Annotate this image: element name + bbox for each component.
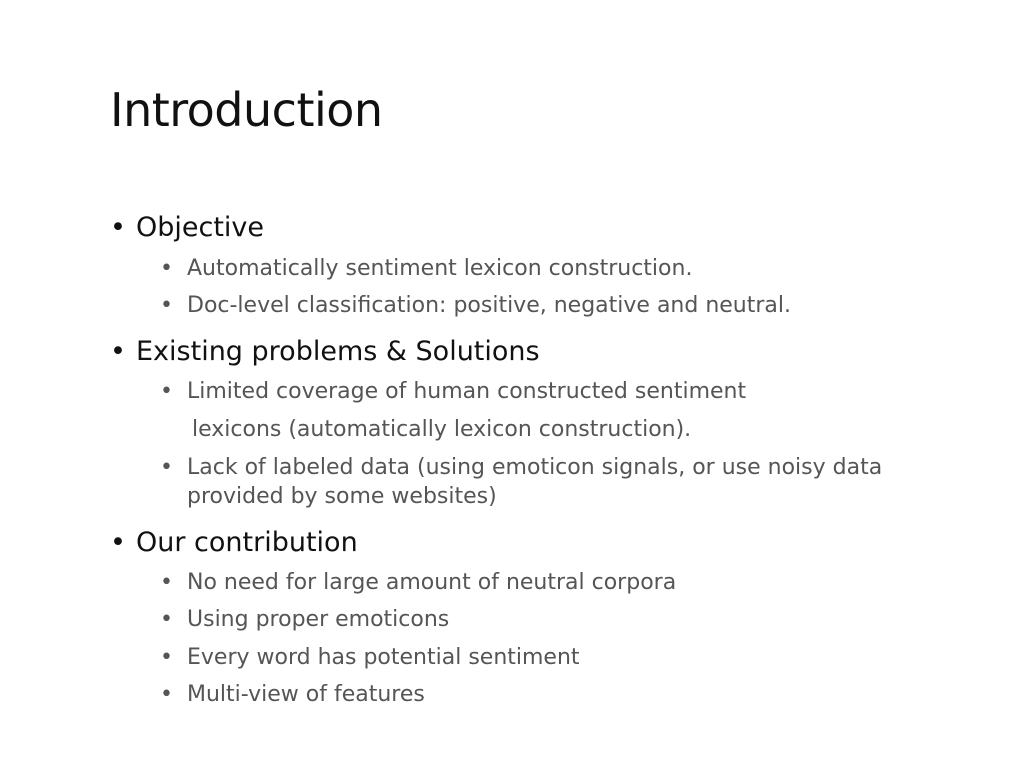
list-item-text: No need for large amount of neutral corpora: [187, 570, 677, 595]
list-item: [160, 454, 882, 482]
list-item: [160, 681, 425, 709]
list-item-text: Doc-level classification: positive, negative and neutral.: [187, 293, 792, 318]
section-heading-text: Existing problems & Solutions: [136, 336, 540, 367]
list-item: [160, 292, 791, 320]
bullet-icon: •: [160, 682, 173, 707]
bullet-icon: •: [160, 607, 173, 632]
bullet-icon: •: [160, 379, 173, 404]
bullet-icon: •: [110, 527, 126, 558]
bullet-icon: •: [110, 336, 126, 367]
list-item: [160, 569, 676, 597]
bullet-icon: •: [110, 212, 126, 243]
bullet-icon: •: [160, 455, 173, 480]
section-heading-text: Objective: [136, 212, 265, 243]
list-item: [160, 644, 580, 672]
section-heading-objective: [110, 211, 264, 245]
list-item-continuation: provided by some websites): [187, 484, 497, 509]
bullet-icon: •: [160, 570, 173, 595]
list-item: [160, 255, 692, 283]
list-item-text: Multi-view of features: [187, 682, 425, 707]
list-item-continuation: lexicons (automatically lexicon construction).: [192, 417, 692, 442]
bullet-icon: •: [160, 256, 173, 281]
section-heading-existing-problems: [110, 335, 540, 369]
list-item-text: Using proper emoticons: [187, 607, 450, 632]
section-heading-text: Our contribution: [136, 527, 358, 558]
list-item-text: Every word has potential sentiment: [187, 645, 580, 670]
slide-title: Introduction: [110, 83, 383, 137]
bullet-icon: •: [160, 293, 173, 318]
list-item-text: Lack of labeled data (using emoticon signals, or use noisy data: [187, 455, 883, 480]
list-item: [160, 378, 746, 406]
section-heading-our-contribution: [110, 526, 358, 560]
list-item-text: Automatically sentiment lexicon construction.: [187, 256, 693, 281]
bullet-icon: •: [160, 645, 173, 670]
list-item-text: Limited coverage of human constructed sentiment: [187, 379, 747, 404]
list-item: [160, 606, 449, 634]
